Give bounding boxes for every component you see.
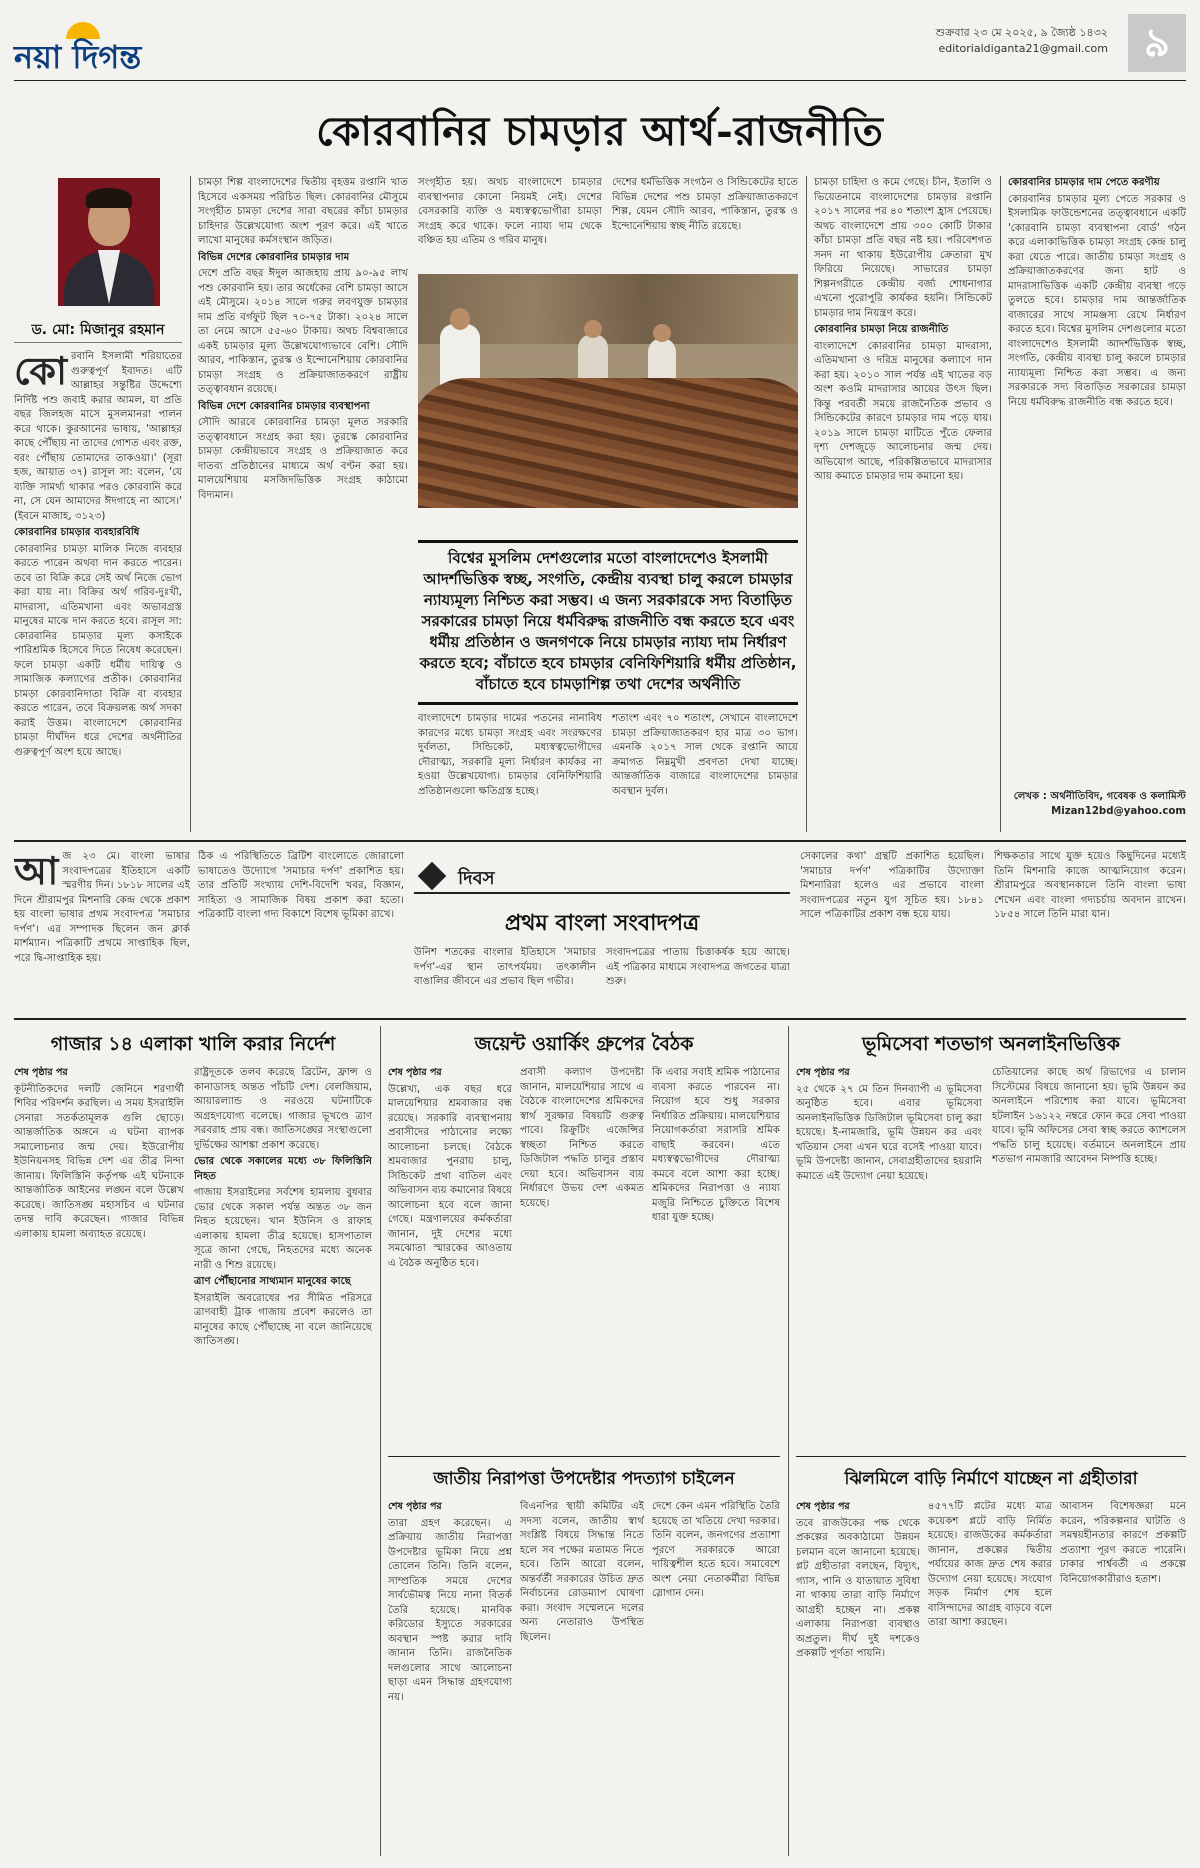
column-text: সৌদি আরবে কোরবানির চামড়া মূলত সরকারি তত্ত্বাবধানে সংগ্রহ করা হয়। তুরস্কে কোরবানির চামড়া কেন্দ্রীয়ভাবে সংগ্রহ ও প্রক্রিয়াজাত করে দাতব্য প্রতিষ্ঠানের মাধ্যমে অর্থ বণ্টন করা হয়। মালয়েশিয়ায় মসজিদভিত্তিক সংগ্রহ কাঠামো বিদ্যমান। bbox=[198, 417, 408, 501]
land-service-headline: ভূমিসেবা শতভাগ অনলাইনভিত্তিক bbox=[862, 1033, 1120, 1055]
column-subhead: কোরবানির চামড়ার ব্যবহারবিধি bbox=[14, 527, 140, 538]
column-text: সংগৃহীত হয়। অথচ বাংলাদেশে চামড়ার ব্যবস্থাপনার কোনো নিয়মই নেই। দেশের বেসরকারি ব্যক্তি ও মধ্যস্বত্বভোগীরা চামড়া সংগ্রহ করে থাকে। ফলে ন্যায্য দাম থেকে বঞ্চিত হয় এতিম ও গরিব মানুষ। bbox=[418, 177, 602, 246]
column-text: চেতিয়ালের কাছে অর্থ রিভাগের এ চালান সিস্টেমের বিষয়ে জানানো হয়। ভূমি উন্নয়ন কর অনলাইনে পরিশোধ করা যাবে। ভূমিসেবা হটলাইন ১৬১২২ নম্বরে ফোন করে সেবা পাওয়া যাবে। ভূমি অফিসের সেবা স্বচ্ছ করতে ক্যাশলেস পদ্ধতি চালু হয়েছে। বর্তমানে অনলাইনে প্রায় শতভাগ নামজারি আবেদন নিষ্পত্তি হচ্ছে। bbox=[992, 1067, 1186, 1165]
article-column-2 bbox=[198, 176, 408, 832]
column-text: তবে রাজউকের পক্ষ থেকে প্রকল্পের অবকাঠামো উন্নয়ন চলমান বলে জানানো হয়েছে। প্লট গ্রহীতারা বলছেন, বিদ্যুৎ, গ্যাস, পানি ও যাতায়াত সুবিধা না থাকায় তারা বাড়ি নির্মাণে আগ্রহী হচ্ছেন না। প্রকল্প এলাকায় নিরাপত্তা ব্যবস্থাও অপ্রতুল। দীর্ঘ দুই দশকেও প্রকল্পটি পূর্ণতা পায়নি। bbox=[796, 1517, 920, 1659]
author-name: ড. মো: মিজানুর রহমান bbox=[31, 322, 165, 338]
column-text: চামড়া চাহিদা ও কমে গেছে। চীন, ইতালি ও ভিয়েতনামে বাংলাদেশের চামড়ার রপ্তানি ২০১৭ সালের পর ৪০ শতাংশ হ্রাস পেয়েছে। অথচ বাংলাদেশে প্রায় ৩০০ কোটি টাকার কাঁচা চামড়া প্রতি বছর নষ্ট হয়। পরিবেশগত সনদ না থাকায় ইউরোপীয় ক্রেতারা মুখ ফিরিয়ে নিয়েছে। সাভারের চামড়া শিল্পনগরীতে কেন্দ্রীয় বর্জ্য শোধনাগার এখনো পুরোপুরি কার্যকর হয়নি। সিন্ডিকেট চামড়ার দাম নিয়ন্ত্রণ করে। bbox=[814, 177, 992, 319]
newspaper-logo bbox=[14, 22, 224, 76]
column-text: আবাসন বিশেষজ্ঞরা মনে করেন, পরিকল্পনার ঘাটতি ও সমন্বয়হীনতার কারণে প্রকল্পটি প্রত্যাশা পূরণ করতে পারেনি। ঢাকার পার্শ্ববর্তী এ প্রকল্পে বিনিয়োগকারীরাও হতাশ। bbox=[1060, 1501, 1186, 1585]
page-number: ৯ bbox=[1128, 14, 1186, 72]
column-text: কোরবানির চামড়া মালিক নিজে ব্যবহার করতে পারেন অথবা দান করতে পারেন। তবে তা বিক্রি করে সেই অর্থ নিজে ভোগ করা যায় না। বিক্রির অর্থ গরিব-দুঃখী, মাদরাসা, এতিমখানা এবং অভাবগ্রস্ত মানুষের মাঝে দান করতে হবে। রাসূল সা: কোরবানির চামড়ার মূল্য কসাইকে পারিশ্রমিক হিসেবে দিতে নিষেধ করেছেন। ফলে চামড়া একটি ধর্মীয় দায়িত্ব ও সামাজিক কল্যাণের প্রতীক। কোরবানির চামড়া কোরবানিদাতা বিক্রি বা ব্যবহার করতে পারেন, তবে বিক্রয়লব্ধ অর্থ সদকা করাই উত্তম। বাংলাদেশে কোরবানির চামড়া দীর্ঘদিন ধরে দেশের অর্থনীতির গুরুত্বপূর্ণ অংশ হয়ে আছে। bbox=[14, 543, 182, 758]
column-rule bbox=[788, 1026, 789, 1456]
history-title: প্রথম বাংলা সংবাদপত্র bbox=[504, 910, 700, 936]
column-text: ঠিক এ পরিস্থিতিতে ব্রিটিশ বাংলোতে জোরালো ভাষাতেও উদ্যোগে 'সমাচার দর্পণ' প্রকাশিত হয়। তার প্রতিটি সংখ্যায় দেশি-বিদেশি খবর, বিজ্ঞান, সাহিত্য ও সামাজিক বিষয় প্রকাশ করা হতো। পত্রিকাটি বাংলা গদ্য বিকাশে বিশেষ ভূমিকা রাখে। bbox=[198, 851, 404, 920]
section-rule bbox=[14, 840, 1186, 842]
security-headline: জাতীয় নিরাপত্তা উপদেষ্টার পদত্যাগ চাইলেন bbox=[433, 1469, 735, 1489]
jhilmil-headline: ঝিলমিলে বাড়ি নির্মাণে যাচ্ছেন না গ্রহীতারা bbox=[844, 1469, 1138, 1489]
column-text: কোরবানির চামড়ার মূল্য পেতে সরকার ও ইসলামিক ফাউন্ডেশনের তত্ত্বাবধানে একটি 'কোরবানি চামড়া ব্যবস্থাপনা বোর্ড' গঠন করে এলাকাভিত্তিক চামড়া সংগ্রহ কেন্দ্র চালু করা যেতে পারে। জাতীয় চামড়া সংগ্রহ ও প্রক্রিয়াজাতকরণের জন্য হাট ও মাদরাসাভিত্তিক একটি কেন্দ্রীয় ব্যবস্থা গড়ে তুলতে হবে। চামড়ার দাম আন্তর্জাতিক বাজারের সাথে সামঞ্জস্য রেখে নির্ধারণ করতে হবে। বিশ্বের মুসলিম দেশগুলোর মতো বাংলাদেশেও ইসলামী আদর্শভিত্তিক স্বচ্ছ, সংগতি, কেন্দ্রীয় ব্যবস্থা চালু করলে চামড়ার ন্যায্যমূল্য নিশ্চিত করা সম্ভব। এ জন্য সরকারকে সদ্য বিতাড়িত সরকারের চামড়া নিয়ে ধর্মবিরুদ্ধ রাজনীতি বন্ধ করতে হবে। bbox=[1008, 193, 1186, 408]
section-label-box bbox=[414, 858, 790, 894]
article-column-5 bbox=[814, 176, 992, 832]
land-column-2 bbox=[992, 1066, 1186, 1446]
history-column-4 bbox=[606, 946, 790, 1010]
article-column-1 bbox=[14, 350, 182, 832]
column-rule bbox=[1000, 176, 1001, 832]
column-subhead: কোরবানির চামড়া নিয়ে রাজনীতি bbox=[814, 324, 949, 335]
column-text: বাংলাদেশে চামড়ার দামের পতনের নানাবিধ কারণের মধ্যে চামড়া সংগ্রহ এবং সংরক্ষণের দুর্বলতা, সিন্ডিকেট, মধ্যস্বত্বভোগীদের দৌরাত্ম্য, সরকারি মূল্য নির্ধারণ কার্যকর না হওয়া উল্লেখযোগ্য। চামড়ার বেনিফিশিয়ারি প্রতিষ্ঠানগুলো ক্ষতিগ্রস্ত হচ্ছে। bbox=[418, 713, 602, 797]
column-text: ইসরাইলি অবরোধের পর সীমিত পরিসরে ত্রাণবাহী ট্রাক গাজায় প্রবেশ করলেও তা মানুষের কাছে পৌঁছাচ্ছে না বলে জানিয়েছে জাতিসঙ্ঘ। bbox=[194, 1292, 372, 1347]
article-column-3 bbox=[418, 176, 602, 268]
quote-rule bbox=[418, 702, 798, 705]
history-column-3 bbox=[414, 946, 596, 1010]
security-column-2 bbox=[520, 1500, 644, 1856]
column-text: রবানি ইসলামী শরিয়াতের গুরুত্বপূর্ণ ইবাদত। এটি আল্লাহর সন্তুষ্টির উদ্দেশ্যে নির্দিষ্ট পশু জবাই করার আমল, যা প্রতি বছর জিলহজ মাসে মুসলমানরা পালন করে থাকে। কুরআনের ভাষায়, 'আল্লাহর কাছে পৌঁছায় না তাদের গোশত এবং রক্ত, বরং পৌঁছায় তোমাদের তাকওয়া।' (সূরা হজ, আয়াত ৩৭) রাসূল সা: বলেন, 'যে ব্যক্তি সামর্থ্য থাকার পরও কোরবানি করে না, সে যেন আমাদের ঈদগাহে না আসে।' (ইবনে মাজাহ, ৩১২৩) bbox=[14, 351, 182, 522]
byline: শেষ পৃষ্ঠার পর bbox=[388, 1067, 442, 1078]
column-text: দেশে প্রতি বছর ঈদুল আজহায় প্রায় ৯০-৯৫ লাখ পশু কোরবানি হয়। তার অর্ধেকের বেশি চামড়া আসে এই মৌসুমে। ২০১৪ সালে গরুর লবণযুক্ত চামড়ার দাম প্রতি বর্গফুট ছিল ৭০-৭৫ টাকা। ২০২৪ সালে তা নেমে আসে ৫৫-৬০ টাকায়। অথচ বিশ্ববাজারে একই চামড়ার মূল্য উল্লেখযোগ্যভাবে বেশি। সৌদি আরব, পাকিস্তান, তুরস্ক ও ইন্দোনেশিয়ায় কোরবানির চামড়া সংগ্রহ ও প্রক্রিয়াজাতকরণে রাষ্ট্রীয় তত্ত্বাবধান রয়েছে। bbox=[198, 268, 408, 395]
column-subhead: বিভিন্ন দেশে কোরবানির চামড়ার ব্যবস্থাপনা bbox=[198, 400, 370, 412]
column-subhead: ভোর থেকে সকালের মধ্যে ৩৮ ফিলিস্তিনি নিহত bbox=[194, 1156, 372, 1182]
byline: শেষ পৃষ্ঠার পর bbox=[796, 1501, 850, 1512]
column-text: প্রবাসী কল্যাণ উপদেষ্টা জানান, মালয়েশিয়ার সাথে এ বৈঠকে বাংলাদেশের শ্রমিকদের স্বার্থ সুরক্ষার বিষয়টি গুরুত্ব পাবে। রিক্রুটিং এজেন্সির স্বচ্ছতা নিশ্চিত করতে ডিজিটাল পদ্ধতি চালুর প্রস্তাব দেয়া হবে। অভিবাসন ব্যয় নির্ধারণে উভয় দেশ একমত হয়েছে। bbox=[520, 1067, 644, 1209]
column-text: শিক্ষকতার সাথে যুক্ত হয়েও কিছুদিনের মধ্যেই তিনি মিশনারি কাজে আত্মনিয়োগ করেন। শ্রীরামপুরে অবস্থানকালে তিনি বাংলা ভাষা শেখেন এবং বাংলা গদ্যচর্চায় অবদান রাখেন। ১৮৫৪ সালে তিনি মারা যান। bbox=[994, 851, 1186, 920]
column-text: বাংলাদেশে কোরবানির চামড়া মাদরাসা, এতিমখানা ও দরিদ্র মানুষের কল্যাণে দান করা হয়। ২০১০ সাল পর্যন্ত এই খাতের বড় অংশ কওমি মাদরাসার আয়ের উৎস ছিল। কিন্তু পরবর্তী সময়ে রাজনৈতিক প্রভাব ও সিন্ডিকেটের কারণে চামড়ার দাম পড়ে যায়। ২০১৯ সালে চামড়া মাটিতে পুঁতে ফেলার দৃশ্য দেশজুড়ে আলোচনার জন্ম দেয়। অভিযোগ আছে, পরিকল্পিতভাবে মাদরাসার আয় কমাতে চামড়ার দাম কমানো হয়। bbox=[814, 340, 992, 482]
column-text: শতাংশ এবং ৭০ শতাংশ, সেখানে বাংলাদেশে চামড়া প্রক্রিয়াজাতকরণ হার মাত্র ৩০ ভাগ। এমনকি ২০১৭ সাল থেকে রপ্তানি আয়ে ক্রমাগত নিম্নমুখী প্রবণতা দেখা যাচ্ছে। আন্তর্জাতিক বাজারে বাংলাদেশের চামড়ার অবস্থান দুর্বল। bbox=[612, 713, 798, 797]
leather-market-photo bbox=[418, 274, 798, 508]
column-text: উনিশ শতকের বাংলার ইতিহাসে 'সমাচার দর্পণ'-এর স্থান তাৎপর্যময়। তৎকালীন বাঙালির জীবনে এর প্রভাব ছিল গভীর। bbox=[414, 947, 596, 987]
column-text: সংবাদপত্রের পাতায় চিত্তাকর্ষক হয়ে আছে। এই পত্রিকার মাধ্যমে সংবাদপত্র জগতের যাত্রা শুরু। bbox=[606, 947, 790, 987]
column-text: উল্লেখ্য, এক বছর ধরে মালয়েশিয়ার শ্রমবাজার বন্ধ রয়েছে। সরকারি ব্যবস্থাপনায় প্রবাসীদের পাঠানোর লক্ষ্যে আলোচনা চলছে। বৈঠকে শ্রমবাজার পুনরায় চালু, সিন্ডিকেট প্রথা বাতিল এবং অভিবাসন ব্যয় কমানোর বিষয়ে আলোচনা হবে বলে জানা গেছে। মন্ত্রণালয়ের কর্মকর্তারা জানান, দুই দেশের মধ্যে সমঝোতা স্মারকের আওতায় এ বৈঠক অনুষ্ঠিত হবে। bbox=[388, 1083, 512, 1269]
security-column-3 bbox=[652, 1500, 780, 1856]
byline: শেষ পৃষ্ঠার পর bbox=[14, 1067, 68, 1078]
byline: শেষ পৃষ্ঠার পর bbox=[388, 1501, 442, 1512]
column-text: দেশের ধর্মভিত্তিক সংগঠন ও সিন্ডিকেটের হাতে বিভিন্ন দেশের পশু চামড়া প্রক্রিয়াজাতকরণে শিল্প, যেমন সৌদি আরব, পাকিস্তান, তুরস্ক ও ইন্দোনেশিয়ায় স্বচ্ছ নীতি রয়েছে। bbox=[612, 177, 798, 232]
gaza-headline: গাজার ১৪ এলাকা খালি করার নির্দেশ bbox=[50, 1033, 336, 1055]
history-column-6 bbox=[994, 850, 1186, 1010]
article-column-4 bbox=[612, 176, 798, 268]
column-text: তারা গ্রহণ করেছেন। এ প্রক্রিয়ায় জাতীয় নিরাপত্তা উপদেষ্টার ভূমিকা নিয়ে প্রশ্ন তোলেন তিনি। তিনি বলেন, সাম্প্রতিক সময়ে দেশের সার্বভৌমত্ব নিয়ে নানা বিতর্ক তৈরি হয়েছে। মানবিক করিডোর ইস্যুতে সরকারের অবস্থান স্পষ্ট করার দাবি জানান তিনি। রাজনৈতিক দলগুলোর সাথে আলোচনা ছাড়া এমন সিদ্ধান্ত গ্রহণযোগ্য নয়। bbox=[388, 1517, 512, 1703]
history-column-2 bbox=[198, 850, 404, 1010]
column-text: দেশে কেন এমন পরিস্থিতি তৈরি হয়েছে তা খতিয়ে দেখা দরকার। তিনি বলেন, জনগণের প্রত্যাশা পূরণে সরকারকে আরো দায়িত্বশীল হতে হবে। সমাবেশে অংশ নেয়া নেতাকর্মীরা বিভিন্ন স্লোগান দেন। bbox=[652, 1501, 780, 1599]
section-label: দিবস bbox=[458, 868, 495, 889]
column-subhead: ত্রাণ পৌঁছানোর সাথ্যমান মানুষের কাছে bbox=[194, 1276, 351, 1287]
logo-text: নয়া দিগন্ত bbox=[14, 38, 142, 76]
section-rule bbox=[796, 1456, 1186, 1457]
masthead-rule bbox=[14, 80, 1186, 81]
divider bbox=[14, 342, 182, 343]
byline: শেষ পৃষ্ঠার পর bbox=[796, 1067, 850, 1078]
article-column-3b bbox=[418, 712, 602, 832]
pull-quote: বিশ্বের মুসলিম দেশগুলোর মতো বাংলাদেশেও ইসলামী আদর্শভিত্তিক স্বচ্ছ, সংগতি, কেন্দ্রীয় ব্যবস্থা চালু করলে চামড়ার ন্যায্যমূল্য নিশ্চিত করা সম্ভব। এ জন্য সরকারকে সদ্য বিতাড়িত সরকারের চামড়া নিয়ে ধর্মবিরুদ্ধ রাজনীতি বন্ধ করতে হবে এবং ধর্মীয় প্রতিষ্ঠান ও জনগণকে নিয়ে চামড়ার ন্যায্য দাম নির্ধারণ করতে হবে; বাঁচাতে হবে চামড়ার বেনিফিশিয়ারি ধর্মীয় প্রতিষ্ঠান, বাঁচাতে হবে চামড়াশিল্প তথা দেশের অর্থনীতি bbox=[419, 549, 797, 693]
quote-rule bbox=[418, 540, 798, 543]
section-rule bbox=[388, 1456, 780, 1457]
column-text: সেকালের কথা' গ্রন্থটি প্রকাশিত হয়েছিল। 'সমাচার দর্পণ' পত্রিকাটির উদ্যোক্তা মিশনারিরা হলেও এর প্রভাবে বাংলা সংবাদপত্রের নতুন যুগ সূচিত হয়। ১৮৪১ সালে পত্রিকাটির প্রকাশ বন্ধ হয়ে যায়। bbox=[800, 851, 984, 920]
article-column-6 bbox=[1008, 176, 1186, 786]
joint-group-headline: জয়েন্ট ওয়ার্কিং গ্রুপের বৈঠক bbox=[474, 1033, 694, 1055]
column-text: ৪৫৭৭টি প্লটের মধ্যে মাত্র কয়েকশ প্লটে বাড়ি নির্মিত হয়েছে। রাজউকের কর্মকর্তারা জানান, প্রকল্পের দ্বিতীয় পর্যায়ের কাজ দ্রুত শেষ করার উদ্যোগ নেয়া হয়েছে। সংযোগ সড়ক নির্মাণ শেষ হলে বাসিন্দাদের আগ্রহ বাড়বে বলে তারা আশা করছেন। bbox=[928, 1501, 1052, 1628]
joint-column-3 bbox=[652, 1066, 780, 1446]
section-rule bbox=[14, 1018, 1186, 1020]
land-column-1 bbox=[796, 1066, 982, 1446]
security-column-1 bbox=[388, 1500, 512, 1856]
joint-column-1 bbox=[388, 1066, 512, 1446]
diamond-icon bbox=[418, 862, 447, 891]
column-rule bbox=[788, 1456, 789, 1856]
issue-date: শুক্রবার ২৩ মে ২০২৫, ৯ জ্যৈষ্ঠ ১৪৩২ bbox=[935, 26, 1108, 39]
column-subhead: কোরবানির চামড়ার দাম পেতে করণীয় bbox=[1008, 177, 1160, 188]
editorial-email: editorialdiganta21@gmail.com bbox=[938, 42, 1108, 55]
column-subhead: বিভিন্ন দেশের কোরবানির চামড়ার দাম bbox=[198, 251, 350, 263]
column-text: রাষ্ট্রদূতকে তলব করেছে ব্রিটেন, ফ্রান্স ও কানাডাসহ অন্তত পাঁচটি দেশ। বেলজিয়াম, আয়ারল্যান্ড ও নরওয়ে ঘটনাটিকে অগ্রহণযোগ্য বলেছে। গাজার ভূখণ্ডে ত্রাণ সরবরাহ প্রায় বন্ধ। জাতিসঙ্ঘের সংস্থাগুলো দুর্ভিক্ষের আশঙ্কা প্রকাশ করেছে। bbox=[194, 1067, 372, 1151]
article-column-4b bbox=[612, 712, 798, 832]
column-text: জ ২৩ মে। বাংলা ভাষার সংবাদপত্রের ইতিহাসে একটি স্মরণীয় দিন। ১৮১৮ সালের এই দিনে শ্রীরামপুর মিশনারি কেন্দ্র থেকে প্রকাশ হয় বাংলা ভাষার প্রথম সংবাদপত্র 'সমাচার দর্পণ'। এর সম্পাদক ছিলেন জন ক্লার্ক মার্শম্যান। পত্রিকাটি প্রথমে সাপ্তাহিক ছিল, পরে দ্বি-সাপ্তাহিক হয়। bbox=[14, 851, 190, 964]
signature-line: লেখক : অর্থনীতিবিদ, গবেষক ও কলামিস্ট bbox=[1013, 791, 1186, 802]
joint-column-2 bbox=[520, 1066, 644, 1446]
author-signature bbox=[1008, 790, 1186, 826]
column-text: কি এবার সবাই শ্রমিক পাঠানোর ব্যবসা করতে পারবেন না। নিয়োগ হবে শুধু সরকার নির্ধারিত প্রক্রিয়ায়। মালয়েশিয়ার নিয়োগকর্তারা সরাসরি শ্রমিক বাছাই করবেন। এতে মধ্যস্বত্বভোগীদের দৌরাত্ম্য কমবে বলে আশা করা হচ্ছে। শ্রমিকদের নিরাপত্তা ও ন্যায্য মজুরি নিশ্চিতে চুক্তিতে বিশেষ ধারা যুক্ত হচ্ছে। bbox=[652, 1067, 780, 1223]
column-rule bbox=[806, 176, 807, 832]
column-text: ২৫ থেকে ২৭ মে তিন দিনব্যাপী এ ভূমিসেবা অনুষ্ঠিত হবে। এবার ভূমিসেবা অনলাইনভিত্তিক ডিজিটাল ভূমিসেবা চালু করা হয়েছে। ই-নামজারি, ভূমি উন্নয়ন কর এবং খতিয়ান সেবা এখন ঘরে বসেই পাওয়া যাবে। ভূমি উপদেষ্টা জানান, সেবাগ্রহীতাদের হয়রানি কমাতে এই উদ্যোগ নেয়া হয়েছে। bbox=[796, 1083, 982, 1182]
column-rule bbox=[190, 176, 191, 832]
column-rule bbox=[380, 1026, 381, 1856]
gaza-column-2 bbox=[194, 1066, 372, 1856]
page-title: কোরবানির চামড়ার আর্থ-রাজনীতি bbox=[316, 108, 884, 155]
column-text: গাজায় ইসরাইলের সর্বশেষ হামলায় বুধবার ভোর থেকে সকাল পর্যন্ত অন্তত ৩৮ জন নিহত হয়েছেন। খান ইউনিস ও রাফাহ এলাকায় হামলা তীব্র হয়েছে। হাসপাতাল সূত্রে জানা গেছে, নিহতদের মধ্যে অনেক নারী ও শিশু রয়েছে। bbox=[194, 1187, 372, 1271]
dropcap: আ bbox=[14, 850, 59, 893]
signature-email: Mizan12bd@yahoo.com bbox=[1051, 805, 1186, 817]
author-portrait bbox=[58, 178, 160, 306]
column-text: কূটনীতিকদের দলটি জেনিনে শরণার্থী শিবির পরিদর্শন করছিল। এ সময় ইসরাইলি সেনারা সতর্কতামূলক গুলি ছোড়ে। আন্তর্জাতিক অঙ্গনে এ ঘটনা ব্যাপক সমালোচনার জন্ম দেয়। ইউরোপীয় ইউনিয়নসহ বিভিন্ন দেশ এর তীব্র নিন্দা জানায়। ফিলিস্তিনি কর্তৃপক্ষ এই ঘটনাকে আন্তর্জাতিক আইনের লঙ্ঘন বলে উল্লেখ করেছে। জাতিসঙ্ঘ মহাসচিব এ ঘটনার তদন্ত দাবি করেছেন। গাজার বিভিন্ন এলাকায় হামলা অব্যাহত রয়েছে। bbox=[14, 1083, 184, 1240]
jhilmil-column-2 bbox=[928, 1500, 1052, 1856]
column-text: চামড়া শিল্প বাংলাদেশের দ্বিতীয় বৃহত্তম রপ্তানি খাত হিসেবে একসময় পরিচিত ছিল। কোরবানির মৌসুমে সংগৃহীত চামড়া দেশের সারা বছরের কাঁচা চামড়ার চাহিদার উল্লেখযোগ্য অংশ পূরণ করে। এই খাতে লাখো মানুষের কর্মসংস্থান জড়িত। bbox=[198, 177, 408, 246]
dropcap: কো bbox=[14, 350, 68, 393]
gaza-column-1 bbox=[14, 1066, 184, 1856]
history-column-1 bbox=[14, 850, 190, 1010]
column-text: বিএনপির স্থায়ী কমিটির এই সদস্য বলেন, জাতীয় স্বার্থ সংশ্লিষ্ট বিষয়ে সিদ্ধান্ত নিতে হলে সব পক্ষের মতামত নিতে হবে। তিনি আরো বলেন, অন্তর্বর্তী সরকারের উচিত দ্রুত নির্বাচনের রোডম্যাপ ঘোষণা করা। সংবাদ সম্মেলনে দলের অন্য নেতারাও উপস্থিত ছিলেন। bbox=[520, 1501, 644, 1643]
jhilmil-column-1 bbox=[796, 1500, 920, 1856]
jhilmil-column-3 bbox=[1060, 1500, 1186, 1856]
history-column-5 bbox=[800, 850, 984, 1010]
